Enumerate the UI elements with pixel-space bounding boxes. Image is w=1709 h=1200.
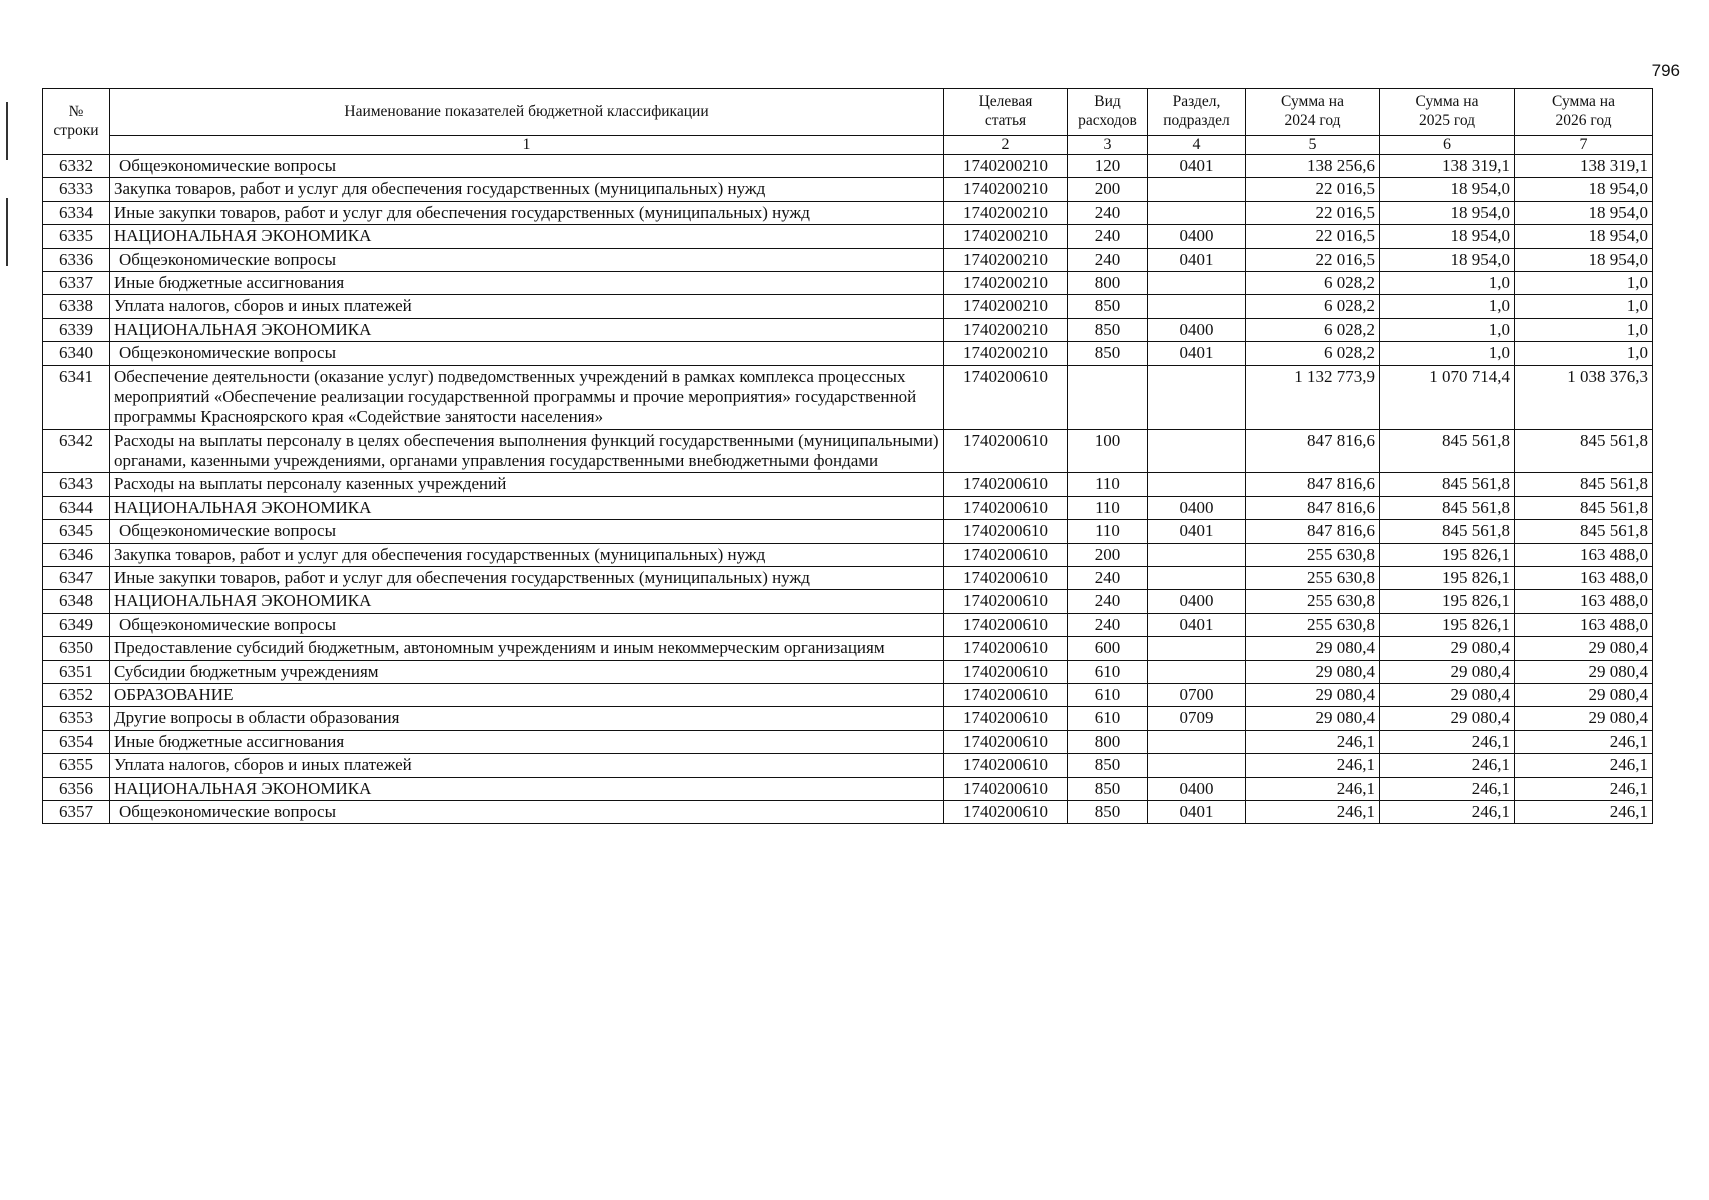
- row-name: Уплата налогов, сборов и иных платежей: [110, 295, 944, 318]
- row-section: [1148, 365, 1246, 429]
- row-expense-type: 850: [1068, 800, 1148, 823]
- row-sum-2026: 163 488,0: [1515, 590, 1653, 613]
- row-number: 6349: [43, 613, 110, 636]
- row-sum-2025: 1,0: [1380, 271, 1515, 294]
- row-number: 6342: [43, 429, 110, 473]
- row-name: Общеэкономические вопросы: [110, 613, 944, 636]
- row-sum-2025: 195 826,1: [1380, 543, 1515, 566]
- table-row: [43, 660, 1653, 683]
- table-row: [43, 777, 1653, 800]
- row-sum-2024: 29 080,4: [1246, 707, 1380, 730]
- row-name: НАЦИОНАЛЬНАЯ ЭКОНОМИКА: [110, 318, 944, 341]
- row-number: 6356: [43, 777, 110, 800]
- row-expense-type: 200: [1068, 543, 1148, 566]
- table-row: [43, 520, 1653, 543]
- row-number: 6352: [43, 683, 110, 706]
- row-target-article: 1740200610: [944, 730, 1068, 753]
- row-section: 0401: [1148, 248, 1246, 271]
- row-sum-2025: 138 319,1: [1380, 155, 1515, 178]
- row-sum-2026: 163 488,0: [1515, 613, 1653, 636]
- row-sum-2024: 847 816,6: [1246, 429, 1380, 473]
- row-section: [1148, 660, 1246, 683]
- row-sum-2026: 1,0: [1515, 271, 1653, 294]
- row-name: Иные закупки товаров, работ и услуг для обеспечения государственных (муниципальных) нужд: [110, 567, 944, 590]
- row-sum-2025: 195 826,1: [1380, 567, 1515, 590]
- row-sum-2025: 246,1: [1380, 730, 1515, 753]
- row-sum-2024: 847 816,6: [1246, 520, 1380, 543]
- row-name: Другие вопросы в области образования: [110, 707, 944, 730]
- row-sum-2025: 1,0: [1380, 342, 1515, 365]
- table-row: [43, 683, 1653, 706]
- table-row: [43, 473, 1653, 496]
- row-number: 6343: [43, 473, 110, 496]
- row-sum-2024: 246,1: [1246, 730, 1380, 753]
- row-sum-2026: 18 954,0: [1515, 225, 1653, 248]
- row-sum-2026: 246,1: [1515, 777, 1653, 800]
- row-section: 0401: [1148, 342, 1246, 365]
- row-section: [1148, 201, 1246, 224]
- row-sum-2024: 6 028,2: [1246, 295, 1380, 318]
- row-name: Иные бюджетные ассигнования: [110, 271, 944, 294]
- row-sum-2024: 847 816,6: [1246, 496, 1380, 519]
- row-section: 0400: [1148, 590, 1246, 613]
- row-section: [1148, 637, 1246, 660]
- row-sum-2025: 1 070 714,4: [1380, 365, 1515, 429]
- row-target-article: 1740200210: [944, 155, 1068, 178]
- table-row: [43, 429, 1653, 473]
- row-sum-2024: 255 630,8: [1246, 567, 1380, 590]
- table-row: [43, 754, 1653, 777]
- row-name: НАЦИОНАЛЬНАЯ ЭКОНОМИКА: [110, 777, 944, 800]
- row-target-article: 1740200610: [944, 777, 1068, 800]
- table-row: [43, 365, 1653, 429]
- row-expense-type: [1068, 365, 1148, 429]
- table-row: [43, 613, 1653, 636]
- row-expense-type: 610: [1068, 707, 1148, 730]
- row-name: Общеэкономические вопросы: [110, 248, 944, 271]
- row-expense-type: 850: [1068, 318, 1148, 341]
- column-number-row: [43, 136, 1653, 155]
- row-target-article: 1740200610: [944, 613, 1068, 636]
- row-sum-2025: 29 080,4: [1380, 683, 1515, 706]
- row-sum-2026: 246,1: [1515, 800, 1653, 823]
- row-target-article: 1740200610: [944, 590, 1068, 613]
- row-section: [1148, 429, 1246, 473]
- row-sum-2026: 18 954,0: [1515, 178, 1653, 201]
- row-expense-type: 850: [1068, 777, 1148, 800]
- page-number: 796: [1651, 61, 1680, 80]
- row-number: 6335: [43, 225, 110, 248]
- row-sum-2026: 1,0: [1515, 295, 1653, 318]
- table-row: [43, 342, 1653, 365]
- row-section: 0700: [1148, 683, 1246, 706]
- table-body: [43, 155, 1653, 824]
- row-sum-2025: 845 561,8: [1380, 496, 1515, 519]
- row-sum-2025: 1,0: [1380, 295, 1515, 318]
- table-row: [43, 707, 1653, 730]
- row-sum-2026: 29 080,4: [1515, 660, 1653, 683]
- row-sum-2024: 246,1: [1246, 800, 1380, 823]
- row-target-article: 1740200610: [944, 754, 1068, 777]
- col-number: 7: [1515, 136, 1653, 155]
- row-sum-2026: 29 080,4: [1515, 707, 1653, 730]
- table-row: [43, 800, 1653, 823]
- row-target-article: 1740200610: [944, 473, 1068, 496]
- row-expense-type: 110: [1068, 520, 1148, 543]
- row-sum-2026: 845 561,8: [1515, 520, 1653, 543]
- table-row: [43, 567, 1653, 590]
- row-name: Уплата налогов, сборов и иных платежей: [110, 754, 944, 777]
- row-sum-2024: 22 016,5: [1246, 201, 1380, 224]
- row-target-article: 1740200210: [944, 318, 1068, 341]
- row-number: 6333: [43, 178, 110, 201]
- table-row: [43, 178, 1653, 201]
- row-section: 0400: [1148, 496, 1246, 519]
- row-section: 0709: [1148, 707, 1246, 730]
- row-expense-type: 600: [1068, 637, 1148, 660]
- row-name: Общеэкономические вопросы: [110, 342, 944, 365]
- table-row: [43, 201, 1653, 224]
- row-expense-type: 240: [1068, 201, 1148, 224]
- row-section: [1148, 271, 1246, 294]
- row-section: 0400: [1148, 225, 1246, 248]
- row-sum-2026: 845 561,8: [1515, 496, 1653, 519]
- row-sum-2026: 246,1: [1515, 730, 1653, 753]
- row-expense-type: 850: [1068, 754, 1148, 777]
- row-expense-type: 240: [1068, 225, 1148, 248]
- row-name: Обеспечение деятельности (оказание услуг) подведомственных учреждений в рамках комплекса процессных мероприятий «Обеспечение реализации государственной программы и прочие мероприятия» государственной программы Красноярского края «Содействие занятости населения»: [110, 365, 944, 429]
- row-target-article: 1740200210: [944, 201, 1068, 224]
- row-name: Общеэкономические вопросы: [110, 800, 944, 823]
- row-sum-2026: 845 561,8: [1515, 429, 1653, 473]
- col-header-section: Раздел, подраздел: [1148, 89, 1246, 136]
- row-sum-2025: 195 826,1: [1380, 590, 1515, 613]
- row-expense-type: 120: [1068, 155, 1148, 178]
- budget-table: [42, 88, 1653, 824]
- row-sum-2024: 22 016,5: [1246, 248, 1380, 271]
- col-number: 1: [110, 136, 944, 155]
- row-sum-2025: 18 954,0: [1380, 178, 1515, 201]
- row-expense-type: 610: [1068, 660, 1148, 683]
- row-sum-2025: 845 561,8: [1380, 429, 1515, 473]
- row-sum-2025: 246,1: [1380, 777, 1515, 800]
- row-number: 6337: [43, 271, 110, 294]
- row-sum-2025: 18 954,0: [1380, 201, 1515, 224]
- col-number: 4: [1148, 136, 1246, 155]
- row-number: 6348: [43, 590, 110, 613]
- row-expense-type: 610: [1068, 683, 1148, 706]
- row-target-article: 1740200610: [944, 683, 1068, 706]
- row-sum-2025: 18 954,0: [1380, 225, 1515, 248]
- row-name: Иные закупки товаров, работ и услуг для обеспечения государственных (муниципальных) нужд: [110, 201, 944, 224]
- row-sum-2026: 246,1: [1515, 754, 1653, 777]
- row-expense-type: 240: [1068, 248, 1148, 271]
- row-sum-2024: 1 132 773,9: [1246, 365, 1380, 429]
- row-sum-2024: 29 080,4: [1246, 637, 1380, 660]
- row-target-article: 1740200610: [944, 707, 1068, 730]
- row-sum-2024: 847 816,6: [1246, 473, 1380, 496]
- row-section: 0401: [1148, 800, 1246, 823]
- row-target-article: 1740200610: [944, 637, 1068, 660]
- row-name: НАЦИОНАЛЬНАЯ ЭКОНОМИКА: [110, 225, 944, 248]
- row-sum-2025: 195 826,1: [1380, 613, 1515, 636]
- row-target-article: 1740200210: [944, 271, 1068, 294]
- row-expense-type: 240: [1068, 567, 1148, 590]
- row-name: Общеэкономические вопросы: [110, 155, 944, 178]
- row-expense-type: 850: [1068, 295, 1148, 318]
- row-number: 6351: [43, 660, 110, 683]
- row-name: Закупка товаров, работ и услуг для обеспечения государственных (муниципальных) нужд: [110, 543, 944, 566]
- row-number: 6334: [43, 201, 110, 224]
- col-header-name: Наименование показателей бюджетной классификации: [110, 89, 944, 136]
- row-name: Иные бюджетные ассигнования: [110, 730, 944, 753]
- row-name: ОБРАЗОВАНИЕ: [110, 683, 944, 706]
- row-sum-2024: 29 080,4: [1246, 683, 1380, 706]
- table-row: [43, 730, 1653, 753]
- row-name: НАЦИОНАЛЬНАЯ ЭКОНОМИКА: [110, 496, 944, 519]
- col-header-sum-2024: Сумма на 2024 год: [1246, 89, 1380, 136]
- row-sum-2024: 246,1: [1246, 777, 1380, 800]
- row-sum-2024: 22 016,5: [1246, 178, 1380, 201]
- row-target-article: 1740200610: [944, 365, 1068, 429]
- row-sum-2026: 138 319,1: [1515, 155, 1653, 178]
- row-sum-2026: 18 954,0: [1515, 201, 1653, 224]
- table-row: [43, 590, 1653, 613]
- col-header-sum-2025: Сумма на 2025 год: [1380, 89, 1515, 136]
- row-sum-2024: 255 630,8: [1246, 613, 1380, 636]
- row-number: 6355: [43, 754, 110, 777]
- row-sum-2024: 255 630,8: [1246, 590, 1380, 613]
- row-number: 6338: [43, 295, 110, 318]
- table-row: [43, 271, 1653, 294]
- row-sum-2026: 18 954,0: [1515, 248, 1653, 271]
- row-sum-2025: 845 561,8: [1380, 473, 1515, 496]
- row-sum-2026: 1,0: [1515, 342, 1653, 365]
- row-target-article: 1740200210: [944, 225, 1068, 248]
- row-sum-2025: 246,1: [1380, 800, 1515, 823]
- row-expense-type: 100: [1068, 429, 1148, 473]
- row-name: Расходы на выплаты персоналу казенных учреждений: [110, 473, 944, 496]
- row-sum-2024: 246,1: [1246, 754, 1380, 777]
- row-sum-2025: 1,0: [1380, 318, 1515, 341]
- scan-margin-mark: [6, 102, 8, 160]
- row-expense-type: 800: [1068, 271, 1148, 294]
- row-sum-2024: 6 028,2: [1246, 342, 1380, 365]
- row-name: Общеэкономические вопросы: [110, 520, 944, 543]
- row-section: 0401: [1148, 613, 1246, 636]
- row-sum-2025: 29 080,4: [1380, 660, 1515, 683]
- scan-margin-mark: [6, 198, 8, 266]
- row-number: 6345: [43, 520, 110, 543]
- col-number: 3: [1068, 136, 1148, 155]
- row-expense-type: 110: [1068, 473, 1148, 496]
- table-row: [43, 496, 1653, 519]
- table-row: [43, 295, 1653, 318]
- row-number: 6353: [43, 707, 110, 730]
- row-expense-type: 110: [1068, 496, 1148, 519]
- row-expense-type: 850: [1068, 342, 1148, 365]
- col-header-sum-2026: Сумма на 2026 год: [1515, 89, 1653, 136]
- row-section: [1148, 543, 1246, 566]
- row-sum-2026: 29 080,4: [1515, 683, 1653, 706]
- table-row: [43, 318, 1653, 341]
- row-sum-2025: 845 561,8: [1380, 520, 1515, 543]
- row-section: [1148, 730, 1246, 753]
- row-number: 6346: [43, 543, 110, 566]
- row-number: 6340: [43, 342, 110, 365]
- row-sum-2026: 163 488,0: [1515, 543, 1653, 566]
- col-number: 5: [1246, 136, 1380, 155]
- row-target-article: 1740200610: [944, 429, 1068, 473]
- col-number: 6: [1380, 136, 1515, 155]
- row-section: [1148, 295, 1246, 318]
- row-target-article: 1740200610: [944, 520, 1068, 543]
- row-section: 0400: [1148, 318, 1246, 341]
- table-row: [43, 543, 1653, 566]
- col-number: 2: [944, 136, 1068, 155]
- col-header-row-no: № строки: [43, 89, 110, 155]
- row-target-article: 1740200610: [944, 800, 1068, 823]
- row-sum-2025: 246,1: [1380, 754, 1515, 777]
- row-number: 6341: [43, 365, 110, 429]
- row-sum-2024: 6 028,2: [1246, 318, 1380, 341]
- row-number: 6339: [43, 318, 110, 341]
- row-sum-2024: 255 630,8: [1246, 543, 1380, 566]
- row-section: [1148, 754, 1246, 777]
- table-row: [43, 225, 1653, 248]
- row-expense-type: 240: [1068, 613, 1148, 636]
- row-section: [1148, 473, 1246, 496]
- row-section: 0401: [1148, 520, 1246, 543]
- col-header-exp-type: Вид расходов: [1068, 89, 1148, 136]
- row-target-article: 1740200610: [944, 567, 1068, 590]
- row-section: [1148, 178, 1246, 201]
- row-name: Закупка товаров, работ и услуг для обеспечения государственных (муниципальных) нужд: [110, 178, 944, 201]
- row-section: 0401: [1148, 155, 1246, 178]
- row-section: [1148, 567, 1246, 590]
- row-name: НАЦИОНАЛЬНАЯ ЭКОНОМИКА: [110, 590, 944, 613]
- row-number: 6347: [43, 567, 110, 590]
- header-row: [43, 89, 1653, 136]
- row-number: 6344: [43, 496, 110, 519]
- row-number: 6332: [43, 155, 110, 178]
- row-number: 6350: [43, 637, 110, 660]
- row-sum-2025: 18 954,0: [1380, 248, 1515, 271]
- row-number: 6357: [43, 800, 110, 823]
- row-sum-2024: 29 080,4: [1246, 660, 1380, 683]
- row-target-article: 1740200210: [944, 295, 1068, 318]
- row-expense-type: 200: [1068, 178, 1148, 201]
- row-sum-2025: 29 080,4: [1380, 707, 1515, 730]
- row-sum-2024: 138 256,6: [1246, 155, 1380, 178]
- col-header-target: Целевая статья: [944, 89, 1068, 136]
- row-target-article: 1740200210: [944, 342, 1068, 365]
- row-sum-2024: 22 016,5: [1246, 225, 1380, 248]
- table-row: [43, 155, 1653, 178]
- table-row: [43, 637, 1653, 660]
- row-number: 6354: [43, 730, 110, 753]
- row-target-article: 1740200610: [944, 496, 1068, 519]
- row-sum-2026: 29 080,4: [1515, 637, 1653, 660]
- table-row: [43, 248, 1653, 271]
- row-target-article: 1740200210: [944, 178, 1068, 201]
- row-name: Расходы на выплаты персоналу в целях обеспечения выполнения функций государственными (муниципальными) органами, казенными учреждениями, органами управления государственными внебюджетными фондами: [110, 429, 944, 473]
- row-sum-2026: 1 038 376,3: [1515, 365, 1653, 429]
- row-sum-2024: 6 028,2: [1246, 271, 1380, 294]
- row-target-article: 1740200210: [944, 248, 1068, 271]
- row-expense-type: 800: [1068, 730, 1148, 753]
- row-target-article: 1740200610: [944, 660, 1068, 683]
- row-number: 6336: [43, 248, 110, 271]
- row-section: 0400: [1148, 777, 1246, 800]
- row-sum-2025: 29 080,4: [1380, 637, 1515, 660]
- row-sum-2026: 845 561,8: [1515, 473, 1653, 496]
- row-target-article: 1740200610: [944, 543, 1068, 566]
- row-expense-type: 240: [1068, 590, 1148, 613]
- row-name: Субсидии бюджетным учреждениям: [110, 660, 944, 683]
- row-name: Предоставление субсидий бюджетным, автономным учреждениям и иным некоммерческим организациям: [110, 637, 944, 660]
- row-sum-2026: 163 488,0: [1515, 567, 1653, 590]
- row-sum-2026: 1,0: [1515, 318, 1653, 341]
